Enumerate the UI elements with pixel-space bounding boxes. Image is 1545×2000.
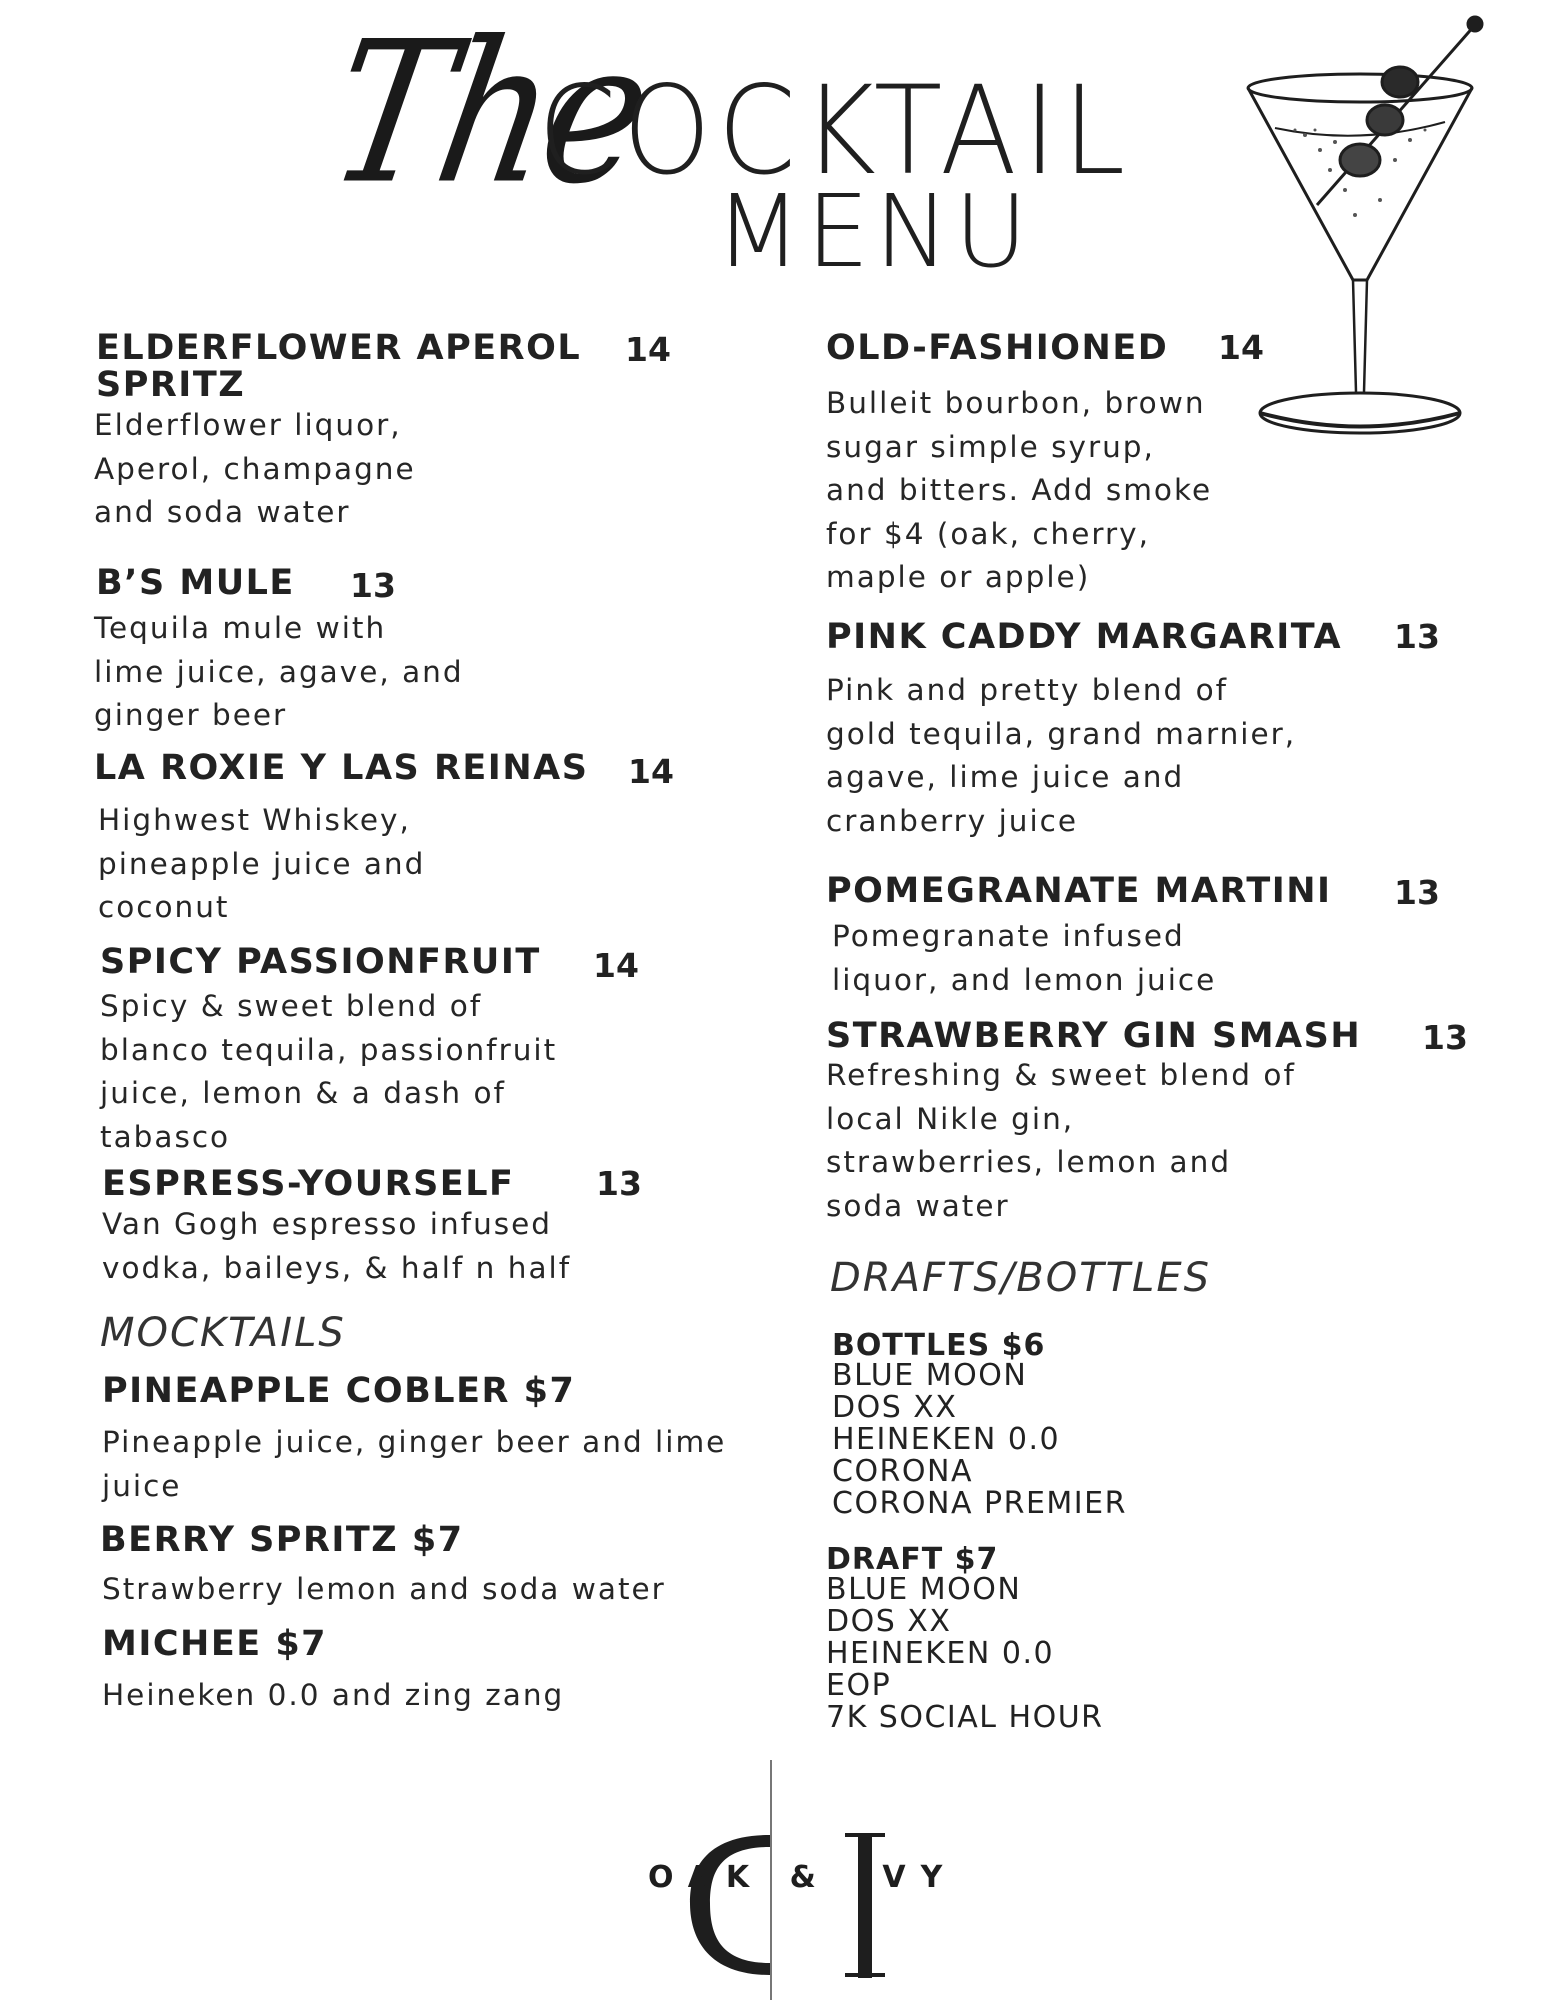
oak-ivy-logo — [660, 1815, 900, 1990]
item-price-bs-mule: 13 — [350, 566, 396, 605]
draft-list: BLUE MOON DOS XX HEINEKEN 0.0 EOP 7K SOCIAL HOUR — [826, 1572, 1104, 1735]
item-price-strawberry-gin-smash: 13 — [1422, 1018, 1468, 1057]
item-name-strawberry-gin-smash: STRAWBERRY GIN SMASH — [826, 1016, 1362, 1056]
item-name-bs-mule: B’S MULE — [96, 563, 295, 603]
martini-glass-icon — [1235, 10, 1485, 440]
item-name-old-fashioned: OLD-FASHIONED — [826, 328, 1169, 368]
item-desc-bs-mule: Tequila mule with lime juice, agave, and ginger beer — [94, 611, 464, 732]
item-desc-old-fashioned: Bulleit bourbon, brown sugar simple syrup, and bitters. Add smoke for $4 (oak, cherry, maple or apple) — [826, 386, 1213, 594]
item-price-old-fashioned: 14 — [1218, 328, 1264, 367]
item-desc-berry-spritz: Strawberry lemon and soda water — [102, 1572, 666, 1606]
item-desc-michee: Heineken 0.0 and zing zang — [102, 1678, 565, 1712]
item-desc-pink-caddy: Pink and pretty blend of gold tequila, grand marnier, agave, lime juice and cranberry juice — [826, 673, 1297, 838]
item-desc-la-roxie: Highwest Whiskey, pineapple juice and coconut — [98, 803, 426, 924]
section-mocktails: MOCKTAILS — [100, 1310, 346, 1356]
bottles-heading: BOTTLES $6 — [832, 1328, 1046, 1363]
item-price-pink-caddy: 13 — [1394, 617, 1440, 656]
item-name-pink-caddy: PINK CADDY MARGARITA — [826, 617, 1343, 657]
item-desc-pineapple-cobler: Pineapple juice, ginger beer and lime juice — [102, 1425, 727, 1503]
item-desc-strawberry-gin-smash: Refreshing & sweet blend of local Nikle gin, strawberries, lemon and soda water — [826, 1058, 1296, 1223]
item-name-elderflower: ELDERFLOWER APEROL — [96, 328, 582, 368]
item-name-espress-yourself: ESPRESS-YOURSELF — [102, 1164, 515, 1204]
item-name-berry-spritz: BERRY SPRITZ $7 — [100, 1520, 464, 1560]
logo-text: OAK & IVY — [648, 1860, 958, 1895]
bottles-list: BLUE MOON DOS XX HEINEKEN 0.0 CORONA CORONA PREMIER — [832, 1358, 1127, 1521]
item-desc-elderflower: Elderflower liquor, Aperol, champagne and soda water — [94, 408, 416, 529]
item-name-spicy-passionfruit: SPICY PASSIONFRUIT — [100, 942, 541, 982]
item-desc-spicy-passionfruit: Spicy & sweet blend of blanco tequila, passionfruit juice, lemon & a dash of tabasco — [100, 989, 558, 1154]
item-price-espress-yourself: 13 — [596, 1164, 642, 1203]
title-cocktail: COCKTAIL — [538, 60, 1132, 202]
title-script-the: The — [314, 0, 661, 228]
title-menu: MENU — [715, 173, 1033, 290]
section-drafts-bottles: DRAFTS/BOTTLES — [830, 1255, 1212, 1301]
item-name-pineapple-cobler: PINEAPPLE COBLER $7 — [102, 1371, 576, 1411]
draft-heading: DRAFT $7 — [826, 1542, 999, 1577]
item-name-michee: MICHEE $7 — [102, 1624, 328, 1664]
item-price-la-roxie: 14 — [628, 752, 674, 791]
item-name-pomegranate-martini: POMEGRANATE MARTINI — [826, 871, 1332, 911]
item-desc-espress-yourself: Van Gogh espresso infused vodka, baileys, & half n half — [102, 1207, 572, 1285]
item-name-la-roxie: LA ROXIE Y LAS REINAS — [94, 748, 589, 788]
item-price-pomegranate-martini: 13 — [1394, 873, 1440, 912]
item-desc-pomegranate-martini: Pomegranate infused liquor, and lemon juice — [832, 919, 1217, 997]
item-price-spicy-passionfruit: 14 — [593, 946, 639, 985]
item-name-elderflower-line2: SPRITZ — [96, 365, 246, 405]
item-price-elderflower: 14 — [625, 330, 671, 369]
